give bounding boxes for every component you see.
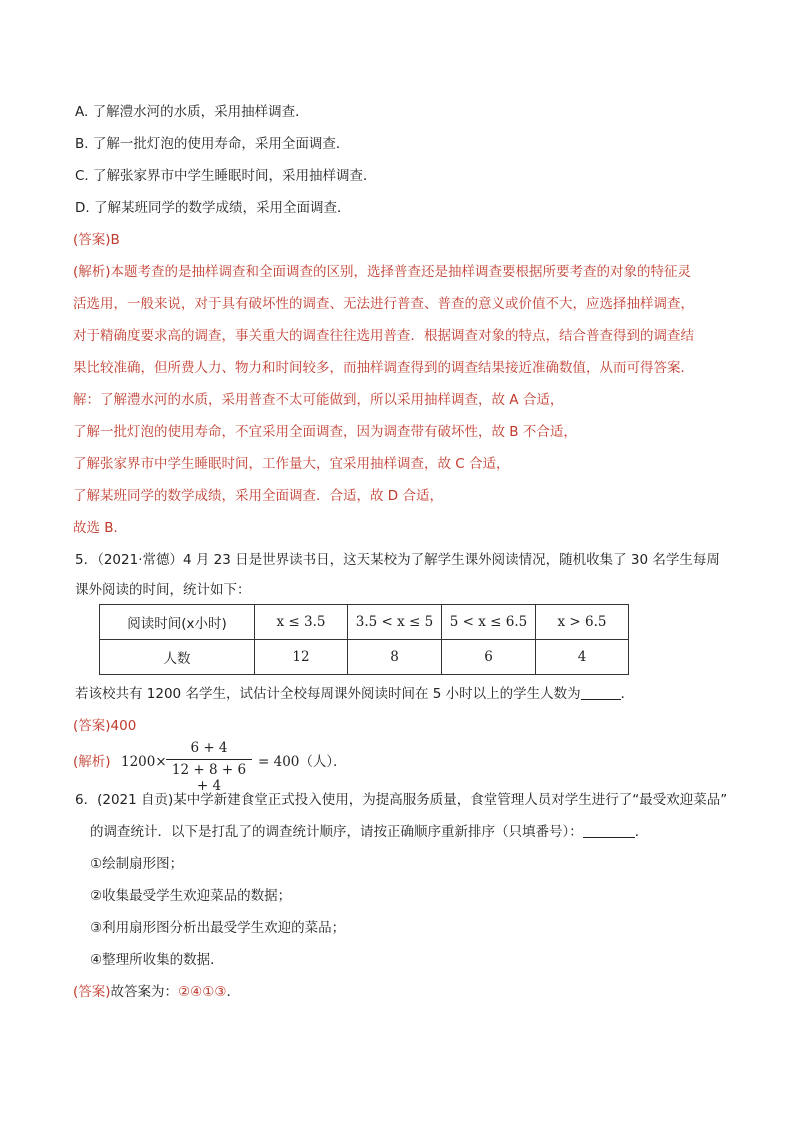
q6-stem-line-1: 6．(2021 自贡)某中学新建食堂正式投入使用，为提高服务质量，食堂管理人员对学生进行了“最受欢迎菜品”: [75, 792, 728, 808]
q6-step-1: ①绘制扇形图；: [90, 856, 184, 872]
table-header-cell: 5 < x ≤ 6.5: [442, 605, 536, 640]
q6-step-2: ②收集最受学生欢迎菜品的数据；: [90, 888, 292, 904]
q4-analysis-line-1: [73, 262, 691, 282]
table-cell: 12: [255, 640, 348, 675]
q4-analysis-line-4: 果比较准确，但所费人力、物力和时间较多，而抽样调查得到的调查结果接近准确数值，从而可得答案．: [73, 360, 694, 376]
q4-solution-line-5: 故选 B．: [73, 520, 128, 536]
answer-value: B: [110, 232, 120, 248]
table-header-cell: x > 6.5: [536, 605, 629, 640]
q4-solution-line-1: 解：了解澧水河的水质，采用普查不太可能做到，所以采用抽样调查，故 A 合适，: [73, 392, 564, 408]
q5-stem-line-2: 课外阅读的时间，统计如下：: [75, 582, 251, 598]
question-text: 若该校共有 1200 名学生，试估计全校每周课外阅读时间在 5 小时以上的学生人数为: [75, 686, 581, 702]
table-cell: 6: [442, 640, 536, 675]
q4-solution-line-2: 了解一批灯泡的使用寿命，不宜采用全面调查，因为调查带有破坏性，故 B 不合适，: [73, 424, 577, 440]
table-header-cell: x ≤ 3.5: [255, 605, 348, 640]
option-a: A. 了解澧水河的水质，采用抽样调查．: [75, 104, 309, 120]
table-cell: 8: [348, 640, 442, 675]
formula-left: 1200×: [121, 754, 167, 770]
formula-numerator: 6 + 4: [190, 740, 228, 756]
formula-right: = 400（人）．: [258, 754, 347, 770]
table-cell: 4: [536, 640, 629, 675]
option-c: C. 了解张家界市中学生睡眠时间，采用抽样调查．: [75, 168, 377, 184]
q4-analysis-line-3: 对于精确度要求高的调查，事关重大的调查往往选用普查．根据调查对象的特点，结合普查得到的调查结: [73, 328, 694, 344]
formula-denominator: 12 + 8 + 6 + 4: [171, 762, 247, 794]
option-b: B. 了解一批灯泡的使用寿命，采用全面调查．: [75, 136, 350, 152]
reading-time-table: [99, 604, 629, 675]
answer-tag: (答案): [73, 984, 111, 1000]
answer-tag: (答案): [73, 718, 111, 734]
q4-analysis-line-2: 活选用，一般来说，对于具有破坏性的调查、无法进行普查、普查的意义或价值不大，应选择抽样调查，: [73, 296, 694, 312]
answer-end: ．: [226, 984, 240, 1000]
fraction-bar: [166, 759, 252, 760]
answer-value: 400: [110, 718, 137, 734]
q6-step-4: ④整理所收集的数据．: [90, 952, 224, 968]
answer-blank: [581, 685, 621, 700]
stem-text: 的调查统计．以下是打乱了的调查统计顺序，请按正确顺序重新排序（只填番号）：: [90, 824, 583, 840]
table-header-row: [100, 605, 629, 640]
q6-stem-line-2: [90, 822, 648, 842]
table-cell: 人数: [100, 640, 255, 675]
answer-value: ②④①③: [178, 984, 227, 1000]
option-d: D. 了解某班同学的数学成绩，采用全面调查．: [75, 200, 351, 216]
q5-answer: [73, 716, 136, 736]
q6-answer: [73, 982, 240, 1002]
answer-blank: [583, 823, 635, 838]
q6-step-3: ③利用扇形图分析出最受学生欢迎的菜品；: [90, 920, 346, 936]
q5-analysis-tag: (解析): [73, 754, 111, 770]
q4-answer: [73, 230, 120, 250]
analysis-tag: (解析): [73, 264, 111, 280]
answer-tag: (答案): [73, 232, 111, 248]
analysis-text: 本题考查的是抽样调查和全面调查的区别，选择普查还是抽样调查要根据所要考查的对象的特征灵: [110, 264, 692, 280]
q5-question: [75, 684, 634, 704]
stem-end: ．: [634, 824, 649, 840]
q5-stem-line-1: 5．（2021·常德）4 月 23 日是世界读书日，这天某校为了解学生课外阅读情况，随机收集了 30 名学生每周: [75, 552, 720, 568]
table-header-cell: 阅读时间(x小时): [100, 605, 255, 640]
q4-solution-line-3: 了解张家界市中学生睡眠时间，工作量大，宜采用抽样调查，故 C 合适，: [73, 456, 510, 472]
q4-solution-line-4: 了解某班同学的数学成绩，采用全面调查．合适，故 D 合适，: [73, 488, 443, 504]
question-end: ．: [620, 686, 635, 702]
table-header-cell: 3.5 < x ≤ 5: [348, 605, 442, 640]
table-row: [100, 640, 629, 675]
answer-prefix: 故答案为：: [110, 984, 179, 1000]
